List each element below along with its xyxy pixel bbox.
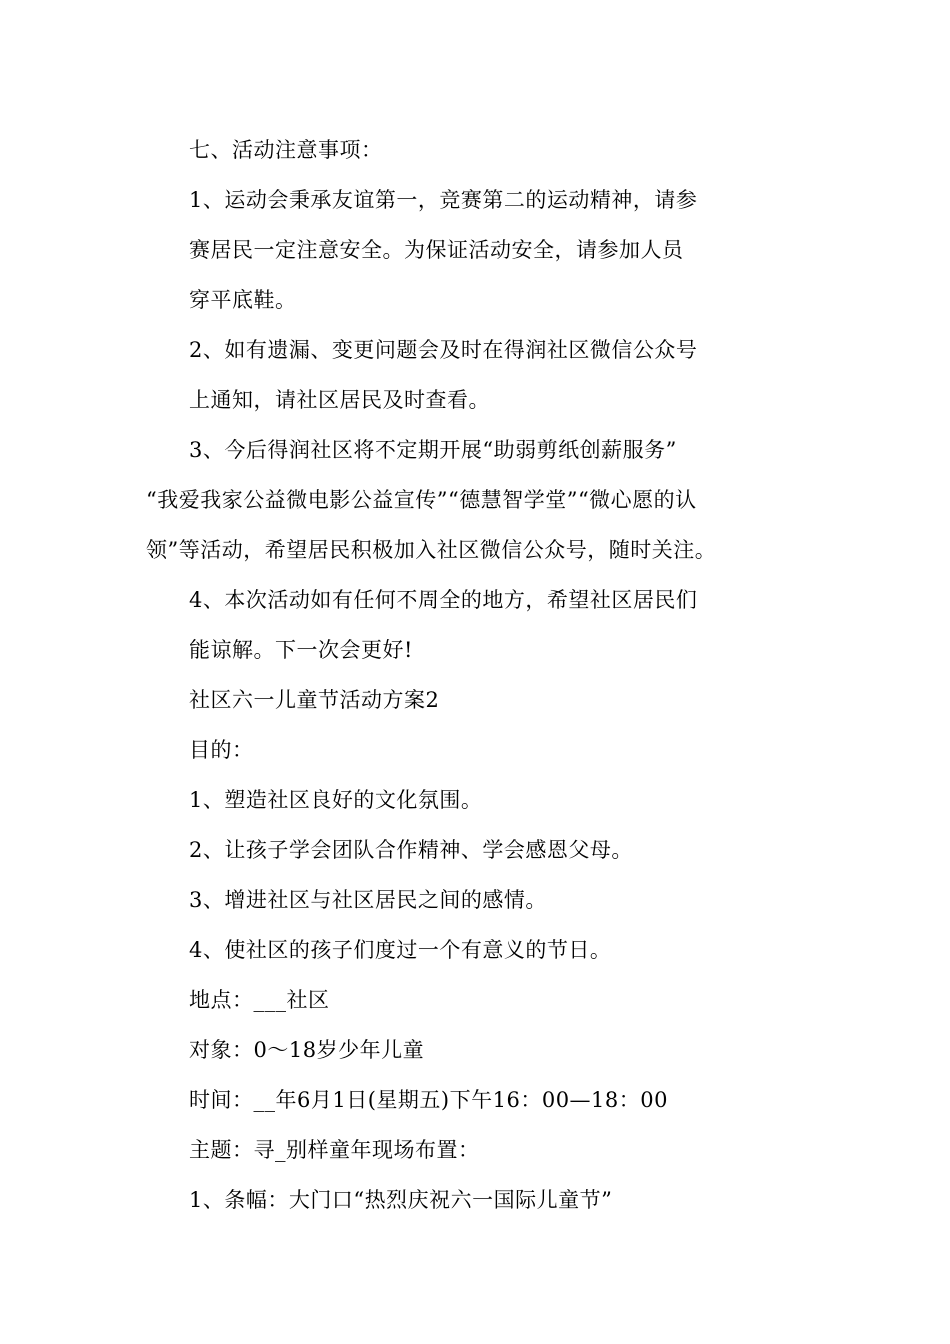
list-item: 4、使社区的孩子们度过一个有意义的节日。: [189, 938, 612, 962]
paragraph-line: 1、运动会秉承友谊第一，竞赛第二的运动精神，请参: [189, 188, 698, 212]
section-heading-purpose: 目的：: [189, 738, 254, 762]
section-heading-plan-2: 社区六一儿童节活动方案2: [189, 688, 440, 712]
paragraph-line: 领”等活动，希望居民积极加入社区微信公众号，随时关注。: [146, 538, 717, 562]
paragraph-line: 穿平底鞋。: [189, 288, 297, 312]
paragraph-line: 3、今后得润社区将不定期开展“助弱剪纸创薪服务”: [189, 438, 677, 462]
time-line: 时间：__年6月1日(星期五)下午16：00—18：00: [189, 1088, 668, 1112]
section-heading-precautions: 七、活动注意事项：: [189, 138, 383, 162]
list-item: 2、让孩子学会团队合作精神、学会感恩父母。: [189, 838, 633, 862]
paragraph-line: 赛居民一定注意安全。为保证活动安全，请参加人员: [189, 238, 684, 262]
location-line: 地点：___社区: [189, 988, 330, 1012]
list-item: 1、条幅：大门口“热烈庆祝六一国际儿童节”: [189, 1188, 613, 1212]
paragraph-line: 能谅解。下一次会更好!: [189, 638, 413, 662]
audience-line: 对象：0～18岁少年儿童: [189, 1038, 425, 1062]
paragraph-line: 4、本次活动如有任何不周全的地方，希望社区居民们: [189, 588, 698, 612]
theme-line: 主题：寻_别样童年现场布置：: [189, 1138, 480, 1162]
paragraph-line: 上通知，请社区居民及时查看。: [189, 388, 490, 412]
paragraph-line: “我爱我家公益微电影公益宣传”“德慧智学堂”“微心愿的认: [146, 488, 697, 512]
list-item: 1、塑造社区良好的文化氛围。: [189, 788, 483, 812]
paragraph-line: 2、如有遗漏、变更问题会及时在得润社区微信公众号: [189, 338, 698, 362]
list-item: 3、增进社区与社区居民之间的感情。: [189, 888, 547, 912]
